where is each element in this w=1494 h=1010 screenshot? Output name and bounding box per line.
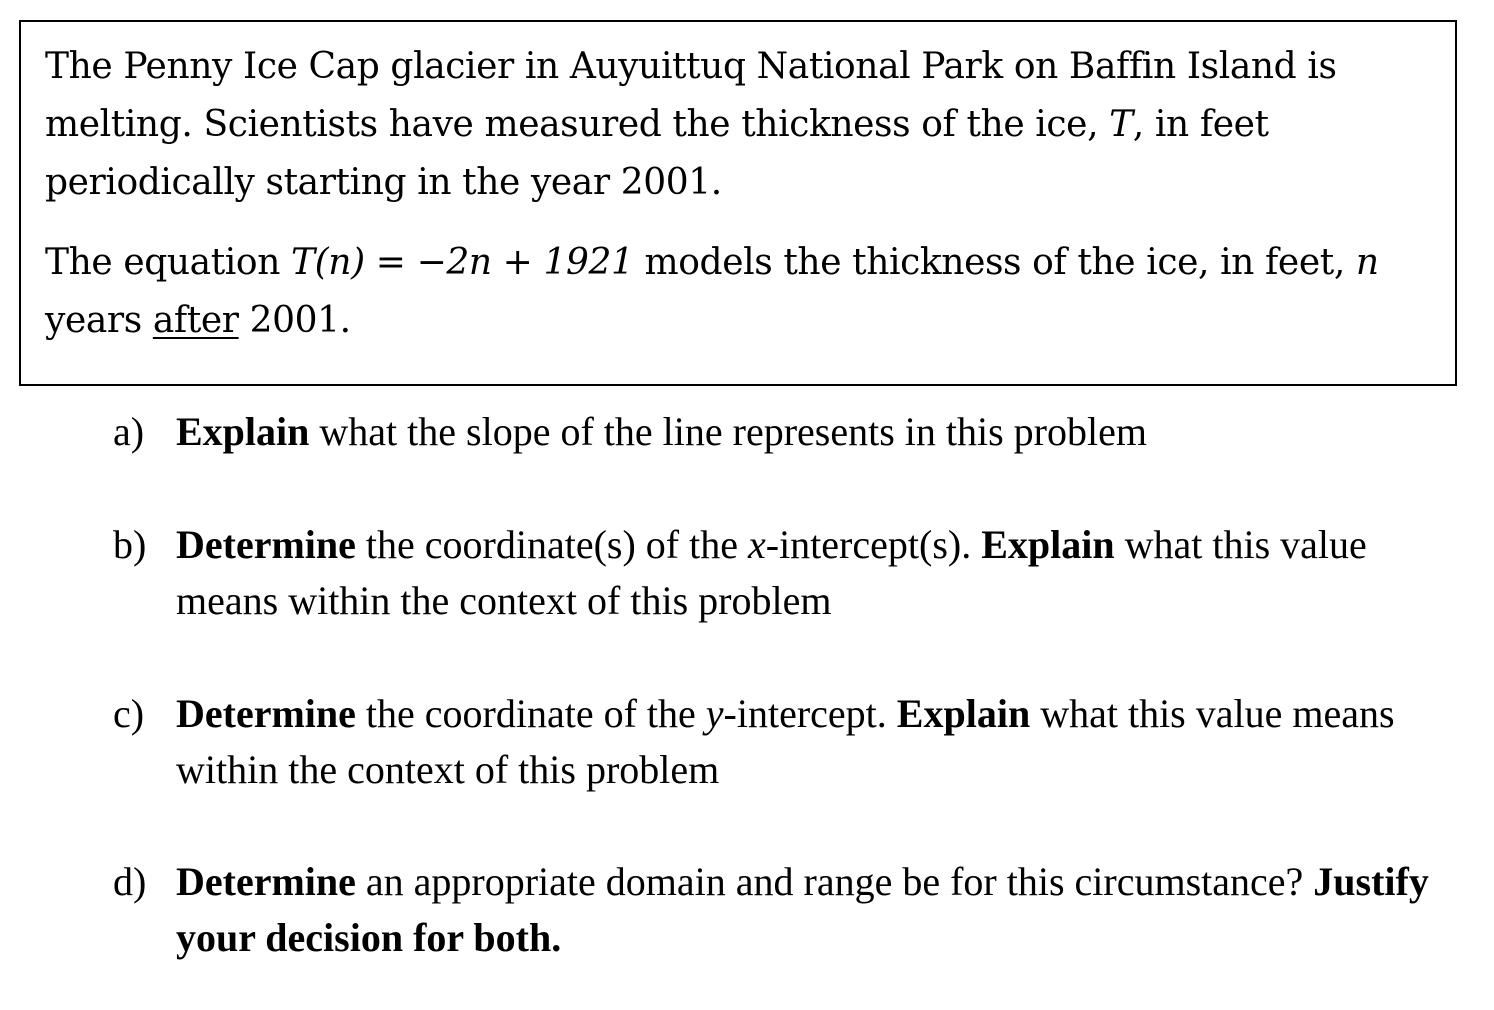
thickness-variable: T (1109, 104, 1133, 145)
question-b-body-2: -intercept(s). (765, 522, 982, 567)
after-underlined: after (152, 300, 239, 341)
question-d-keyword-2: Justify your decision for both. (176, 859, 1429, 960)
intro-paragraph-1 (45, 38, 1433, 212)
question-c-keyword-2: Explain (896, 691, 1031, 736)
question-b-text (176, 517, 1476, 629)
question-a-letter: a) (113, 409, 145, 454)
question-b-variable: x (747, 522, 766, 567)
question-a-text (176, 404, 1476, 460)
question-c-keyword-1: Determine (176, 691, 356, 736)
intro-p1-text-b: , in feet periodically starting in the year 2001. (45, 104, 1269, 203)
question-c-letter: c) (113, 691, 145, 736)
model-equation: T(n) = −2n + 1921 (291, 242, 634, 283)
question-b-keyword-2: Explain (981, 522, 1115, 567)
question-a-body: what the slope of the line represents in this problem (309, 409, 1147, 454)
years-variable: n (1355, 242, 1379, 283)
question-c-text (176, 686, 1476, 798)
question-b-body-1: the coordinate(s) of the (355, 522, 748, 567)
question-a-keyword: Explain (176, 409, 310, 454)
question-c-variable: y (705, 691, 724, 736)
intro-p2-text-c: years (45, 300, 153, 341)
question-d-letter: d) (113, 859, 147, 904)
question-d-body-1: an appropriate domain and range be for this circumstance? (355, 859, 1314, 904)
question-b-body-3: what this value means within the context of this problem (176, 522, 1367, 623)
question-d-text (176, 854, 1476, 966)
intro-paragraph-2 (45, 234, 1433, 350)
question-b-keyword-1: Determine (176, 522, 356, 567)
intro-p2-text-b: models the thickness of the ice, in feet, (633, 242, 1356, 283)
question-c-body-2: -intercept. (723, 691, 897, 736)
problem-context-box (19, 20, 1457, 386)
question-b-letter: b) (113, 522, 147, 567)
intro-p1-text-a: The Penny Ice Cap glacier in Auyuittuq National Park on Baffin Island is melting. Scientists have measured the thickness of the ice, (45, 46, 1337, 145)
intro-p2-text-d: 2001. (238, 300, 351, 341)
intro-p2-text-a: The equation (45, 242, 292, 283)
question-c-body-1: the coordinate of the (355, 691, 706, 736)
question-c-body-3: what this value means within the context of this problem (176, 691, 1395, 792)
question-d-keyword-1: Determine (176, 859, 356, 904)
